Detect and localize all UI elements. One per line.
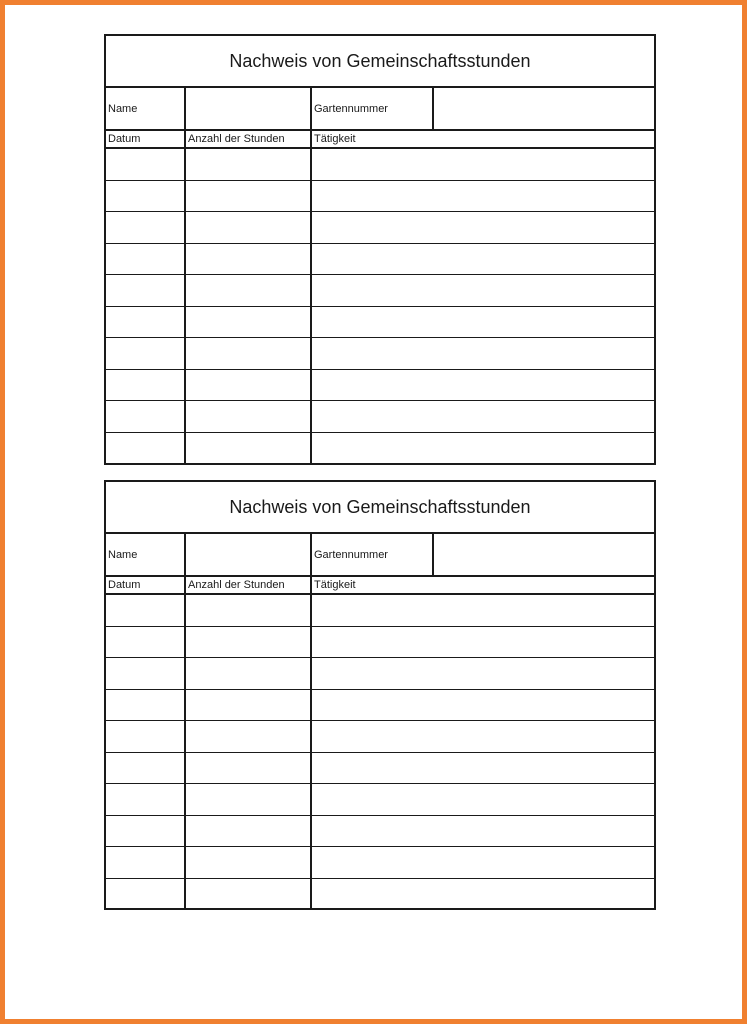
activity-cell[interactable]	[312, 627, 654, 658]
activity-cell[interactable]	[312, 244, 654, 275]
name-label: Name	[106, 534, 186, 575]
garden-number-label: Gartennummer	[312, 534, 434, 575]
hours-cell[interactable]	[186, 753, 312, 784]
activity-cell[interactable]	[312, 212, 654, 243]
garden-number-label: Gartennummer	[312, 88, 434, 129]
date-cell[interactable]	[106, 847, 186, 878]
table-row	[106, 847, 654, 879]
table-row	[106, 753, 654, 785]
name-field[interactable]	[186, 88, 312, 129]
activity-cell[interactable]	[312, 879, 654, 911]
hours-cell[interactable]	[186, 244, 312, 275]
table-body	[106, 595, 654, 910]
table-row	[106, 816, 654, 848]
hours-cell[interactable]	[186, 149, 312, 180]
column-header-date: Datum	[106, 577, 186, 593]
activity-cell[interactable]	[312, 847, 654, 878]
hours-cell[interactable]	[186, 658, 312, 689]
activity-cell[interactable]	[312, 401, 654, 432]
community-hours-form-2	[104, 480, 656, 910]
hours-cell[interactable]	[186, 847, 312, 878]
table-row	[106, 307, 654, 339]
date-cell[interactable]	[106, 784, 186, 815]
table-row	[106, 658, 654, 690]
column-header-activity: Tätigkeit	[314, 133, 356, 145]
table-row	[106, 149, 654, 181]
hours-cell[interactable]	[186, 307, 312, 338]
table-row	[106, 433, 654, 465]
date-cell[interactable]	[106, 181, 186, 212]
hours-cell[interactable]	[186, 595, 312, 626]
name-field[interactable]	[186, 534, 312, 575]
table-row	[106, 879, 654, 911]
date-cell[interactable]	[106, 212, 186, 243]
date-cell[interactable]	[106, 627, 186, 658]
name-label: Name	[106, 88, 186, 129]
date-cell[interactable]	[106, 307, 186, 338]
hours-cell[interactable]	[186, 784, 312, 815]
table-row	[106, 721, 654, 753]
activity-cell[interactable]	[312, 784, 654, 815]
column-header-hours: Anzahl der Stunden	[186, 577, 312, 593]
hours-cell[interactable]	[186, 212, 312, 243]
hours-cell[interactable]	[186, 338, 312, 369]
name-row	[106, 534, 654, 577]
date-cell[interactable]	[106, 753, 186, 784]
date-cell[interactable]	[106, 433, 186, 465]
hours-cell[interactable]	[186, 627, 312, 658]
table-row	[106, 181, 654, 213]
activity-cell[interactable]	[312, 595, 654, 626]
activity-cell[interactable]	[312, 658, 654, 689]
hours-cell[interactable]	[186, 401, 312, 432]
hours-cell[interactable]	[186, 275, 312, 306]
hours-cell[interactable]	[186, 690, 312, 721]
table-header	[106, 577, 654, 595]
activity-cell[interactable]	[312, 338, 654, 369]
date-cell[interactable]	[106, 879, 186, 911]
date-cell[interactable]	[106, 275, 186, 306]
hours-cell[interactable]	[186, 721, 312, 752]
column-header-activity: Tätigkeit	[314, 579, 356, 591]
activity-cell[interactable]	[312, 753, 654, 784]
table-row	[106, 212, 654, 244]
hours-cell[interactable]	[186, 433, 312, 465]
table-row	[106, 690, 654, 722]
table-row	[106, 401, 654, 433]
table-row	[106, 275, 654, 307]
hours-cell[interactable]	[186, 816, 312, 847]
hours-cell[interactable]	[186, 879, 312, 911]
date-cell[interactable]	[106, 658, 186, 689]
column-header-date: Datum	[106, 131, 186, 147]
table-row	[106, 784, 654, 816]
form-title: Nachweis von Gemeinschaftsstunden	[106, 36, 654, 88]
activity-cell[interactable]	[312, 181, 654, 212]
table-row	[106, 338, 654, 370]
date-cell[interactable]	[106, 721, 186, 752]
table-body	[106, 149, 654, 464]
date-cell[interactable]	[106, 690, 186, 721]
activity-cell[interactable]	[312, 690, 654, 721]
date-cell[interactable]	[106, 595, 186, 626]
activity-cell[interactable]	[312, 816, 654, 847]
date-cell[interactable]	[106, 244, 186, 275]
table-header	[106, 131, 654, 149]
activity-cell[interactable]	[312, 149, 654, 180]
activity-cell[interactable]	[312, 307, 654, 338]
date-cell[interactable]	[106, 338, 186, 369]
date-cell[interactable]	[106, 401, 186, 432]
date-cell[interactable]	[106, 370, 186, 401]
table-row	[106, 244, 654, 276]
date-cell[interactable]	[106, 816, 186, 847]
garden-number-field[interactable]	[434, 88, 654, 129]
table-row	[106, 595, 654, 627]
activity-cell[interactable]	[312, 433, 654, 465]
community-hours-form-1	[104, 34, 656, 465]
table-row	[106, 627, 654, 659]
hours-cell[interactable]	[186, 181, 312, 212]
column-header-hours: Anzahl der Stunden	[186, 131, 312, 147]
name-row	[106, 88, 654, 131]
garden-number-field[interactable]	[434, 534, 654, 575]
activity-cell[interactable]	[312, 721, 654, 752]
form-title: Nachweis von Gemeinschaftsstunden	[106, 482, 654, 534]
activity-cell[interactable]	[312, 370, 654, 401]
hours-cell[interactable]	[186, 370, 312, 401]
activity-cell[interactable]	[312, 275, 654, 306]
date-cell[interactable]	[106, 149, 186, 180]
table-row	[106, 370, 654, 402]
